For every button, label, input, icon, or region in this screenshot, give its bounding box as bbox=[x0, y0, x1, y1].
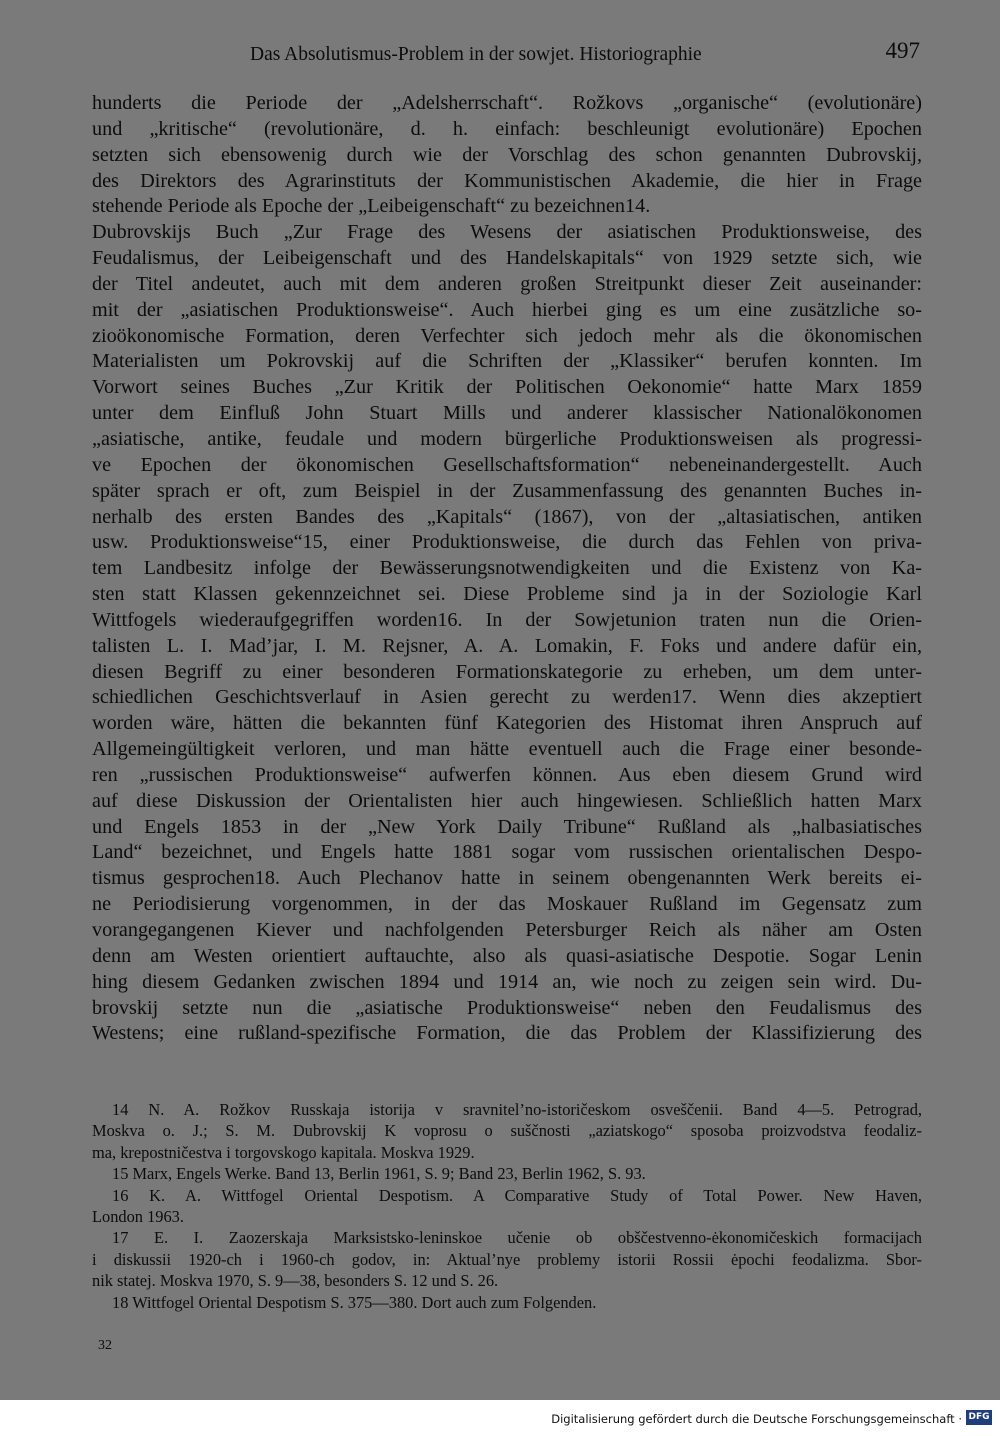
text-line: Vorwort seines Buches „Zur Kritik der Politischen Oekonomie“ hatte Marx 1859 bbox=[92, 376, 922, 399]
text-line: ren „russischen Produktionsweise“ aufwerfen können. Aus eben diesem Grund wird bbox=[92, 763, 922, 786]
text-line: Feudalismus, der Leibeigenschaft und des Handelskapitals“ von 1929 setzte sich, wie bbox=[92, 247, 922, 270]
digitization-credit: Digitalisierung gefördert durch die Deutsche Forschungsgemeinschaft · bbox=[551, 1412, 962, 1426]
footnote-line: 18 Wittfogel Oriental Despotism S. 375—380. Dort auch zum Folgenden. bbox=[112, 1292, 597, 1312]
text-line: zioökonomische Formation, deren Verfechter sich jedoch mehr als die ökonomischen bbox=[92, 324, 922, 347]
footnote-line: 15 Marx, Engels Werke. Band 13, Berlin 1961, S. 9; Band 23, Berlin 1962, S. 93. bbox=[112, 1164, 646, 1184]
footnote-line: 17 E. I. Zaozerskaja Marksistsko-leninskoe učenie ob obščestvenno-ėkonomičeskich formacijach bbox=[112, 1228, 922, 1248]
footnote-line: 14 N. A. Rožkov Russkaja istorija v sravnitel’no-istoričeskom osveščenii. Band 4—5. Petrograd, bbox=[112, 1100, 922, 1119]
footnote-line: nik statej. Moskva 1970, S. 9—38, besonders S. 12 und S. 26. bbox=[92, 1271, 499, 1291]
footnote-line: London 1963. bbox=[92, 1206, 184, 1226]
text-line: auf diese Diskussion der Orientalisten hier auch hingewiesen. Schließlich hatten Marx bbox=[92, 789, 922, 812]
text-line: hunderts die Periode der „Adelsherrschaft“. Rožkovs „organische“ (evolutionäre) bbox=[92, 92, 922, 114]
text-line: setzten sich ebensowenig durch wie der Vorschlag des schon genannten Dubrovskij, bbox=[92, 143, 922, 166]
text-line: tismus gesprochen18. Auch Plechanov hatte in seinem obengenannten Werk bereits ei- bbox=[92, 867, 922, 890]
dfg-logo[interactable]: DFG bbox=[966, 1410, 992, 1425]
text-line: nerhalb des ersten Bandes des „Kapitals“ (1867), von der „altasiatischen, antiken bbox=[92, 505, 922, 528]
text-line: hing diesem Gedanken zwischen 1894 und 1914 an, wie noch zu zeigen sein wird. Du- bbox=[92, 970, 922, 993]
text-line: des Direktors des Agrarinstituts der Kommunistischen Akademie, die hier in Frage bbox=[92, 169, 922, 192]
text-line: und Engels 1853 in der „New York Daily Tribune“ Rußland als „halbasiatisches bbox=[92, 815, 922, 838]
text-line: Wittfogels wiederaufgegriffen worden16. In der Sowjetunion traten nun die Orien- bbox=[92, 608, 922, 631]
text-line: Dubrovskijs Buch „Zur Frage des Wesens der asiatischen Produktionsweise, des bbox=[92, 221, 922, 244]
text-line: Land“ bezeichnet, und Engels hatte 1881 sogar vom russischen orientalischen Despo- bbox=[92, 841, 922, 864]
text-line: brovskij setzte nun die „asiatische Produktionsweise“ neben den Feudalismus des bbox=[92, 996, 922, 1019]
page-number: 497 bbox=[885, 38, 920, 63]
text-line: der Titel andeutet, auch mit dem anderen großen Streitpunkt dieser Zeit auseinander: bbox=[92, 272, 922, 295]
text-line: ve Epochen der ökonomischen Gesellschaftsformation“ nebeneinandergestellt. Auch bbox=[92, 453, 922, 476]
text-line: und „kritische“ (revolutionäre, d. h. einfach: beschleunigt evolutionäre) Epochen bbox=[92, 117, 922, 140]
text-line: Westens; eine rußland-spezifische Formation, die das Problem der Klassifizierung des bbox=[92, 1022, 922, 1045]
text-line: Allgemeingültigkeit verloren, und man hätte eventuell auch die Frage einer besonde- bbox=[92, 738, 922, 761]
text-line: vorangegangenen Kiever und nachfolgenden Petersburger Reich als näher am Osten bbox=[92, 919, 922, 941]
text-line: worden wäre, hätten die bekannten fünf Kategorien des Histomat ihren Anspruch auf bbox=[92, 712, 922, 735]
text-line: tem Landbesitz infolge der Bewässerungsnotwendigkeiten und die Existenz von Ka- bbox=[92, 557, 922, 580]
text-line: stehende Periode als Epoche der „Leibeigenschaft“ zu bezeichnen14. bbox=[92, 195, 651, 218]
footnote-line: ma, krepostničestva i torgovskogo kapitala. Moskva 1929. bbox=[92, 1142, 475, 1162]
footnotes bbox=[92, 1099, 922, 1313]
text-line: usw. Produktionsweise“15, einer Produktionsweise, die durch das Fehlen von priva- bbox=[92, 531, 922, 554]
text-line: mit der „asiatischen Produktionsweise“. Auch hierbei ging es um eine zusätzliche so- bbox=[92, 298, 922, 321]
running-head bbox=[92, 38, 920, 72]
text-line: ne Periodisierung vorgenommen, in der das Moskauer Rußland im Gegensatz zum bbox=[92, 893, 922, 916]
text-line: schiedlichen Geschichtsverlauf in Asien gerecht zu werden17. Wenn dies akzeptiert bbox=[92, 686, 922, 709]
footnote-line: 16 K. A. Wittfogel Oriental Despotism. A Comparative Study of Total Power. New Haven, bbox=[112, 1185, 922, 1205]
body-text bbox=[92, 91, 922, 1047]
text-line: talisten L. I. Mad’jar, I. M. Rejsner, A. A. Lomakin, F. Foks und andere dafür ein, bbox=[92, 634, 922, 657]
footnote-line: i diskussii 1920-ch i 1960-ch godov, in: Aktual’nye problemy istorii Rossii ėpochi feodalizma. Sbor- bbox=[92, 1249, 922, 1269]
text-line: später sprach er oft, zum Beispiel in der Zusammenfassung des genannten Buches in- bbox=[92, 479, 922, 502]
text-line: denn am Westen orientiert auftauchte, also als quasi-asiatische Despotie. Sogar Lenin bbox=[92, 944, 922, 967]
text-line: sten statt Klassen gekennzeichnet sei. Diese Probleme sind ja in der Soziologie Karl bbox=[92, 583, 922, 606]
printer-signature: 32 bbox=[98, 1338, 112, 1353]
running-title: Das Absolutismus-Problem in der sowjet. Historiographie bbox=[250, 44, 702, 65]
footnote-line: Moskva o. J.; S. M. Dubrovskij K voprosu o suščnosti „aziatskogo“ sposoba proizvodstva feodaliz- bbox=[92, 1121, 922, 1141]
text-line: „asiatische, antike, feudale und modern bürgerliche Produktionsweisen als progressi- bbox=[92, 427, 922, 450]
text-line: Materialisten um Pokrovskij auf die Schriften der „Klassiker“ berufen konnten. Im bbox=[92, 350, 922, 373]
text-line: diesen Begriff zu einer besonderen Formationskategorie zu erheben, um dem unter- bbox=[92, 660, 922, 683]
text-line: unter dem Einfluß John Stuart Mills und anderer klassischer Nationalökonomen bbox=[92, 402, 922, 425]
digitization-footer bbox=[0, 1400, 1000, 1436]
